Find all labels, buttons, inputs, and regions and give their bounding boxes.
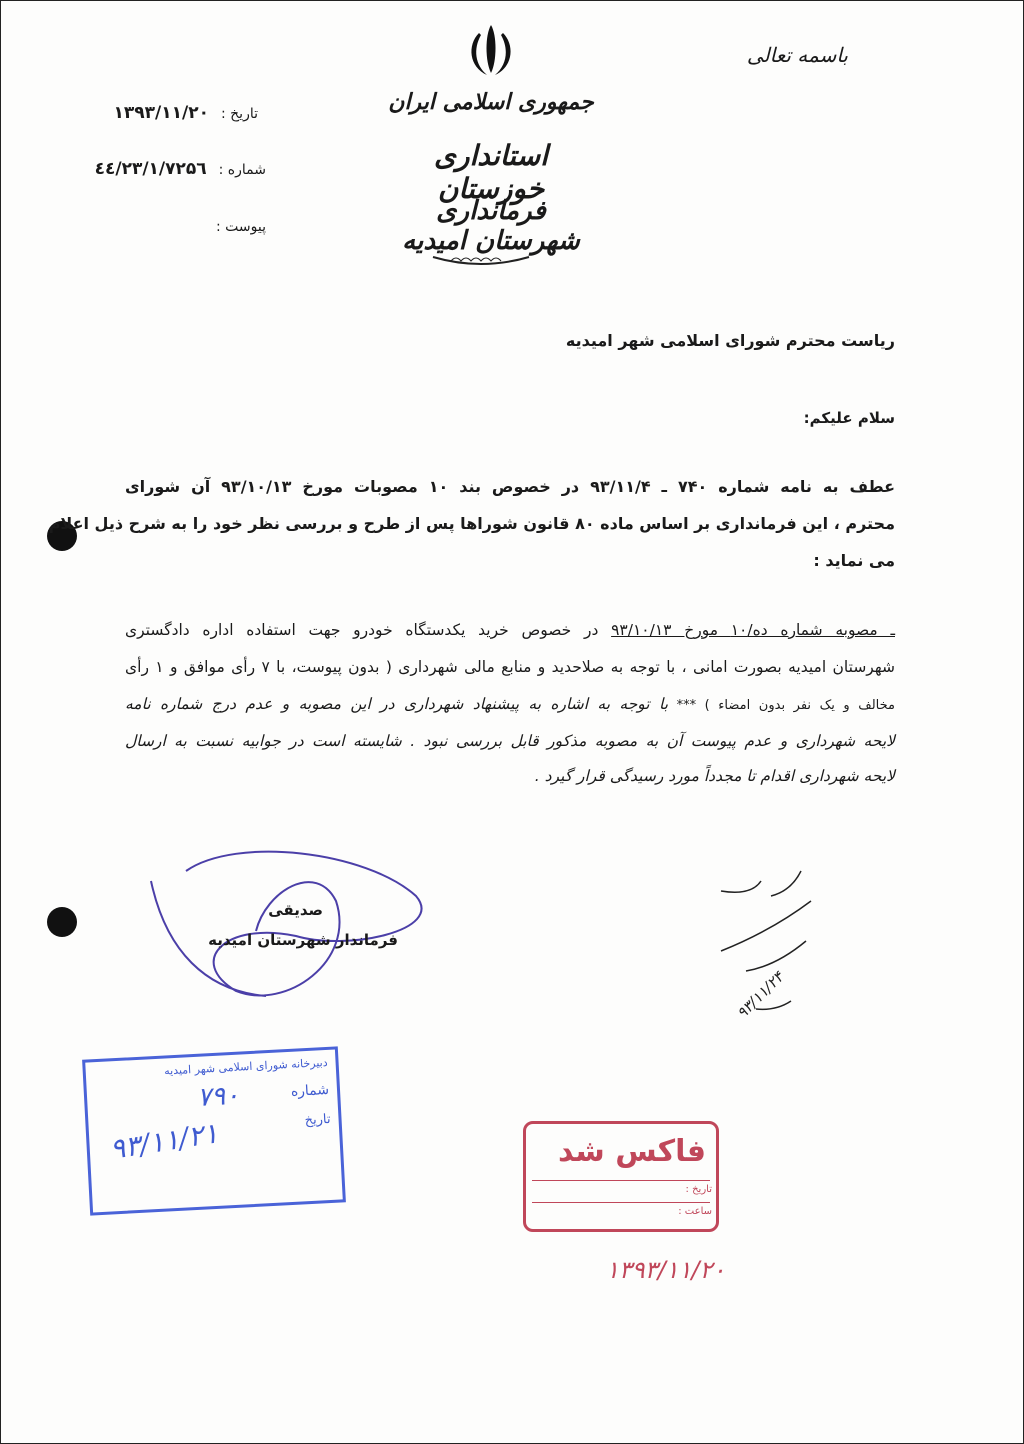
number-field [95, 159, 266, 179]
ornament-icon [431, 253, 531, 269]
stamp-title: دبیرخانه شورای اسلامی شهر امیدیه [163, 1055, 328, 1078]
item-line: لایحه شهرداری اقدام تا مجدداً مورد رسیدگی قرار گیرد . [534, 767, 895, 785]
stamp-date-label: تاریخ [304, 1111, 331, 1129]
attachment-label: پیوست : [216, 219, 266, 235]
item-line: شهرستان امیدیه بصورت امانی ، با توجه به صلاحدید و منابع مالی شهرداری ( بدون پیوست، با ۷ رأی موافق و ۱ رأی [125, 658, 895, 676]
secretariat-stamp [82, 1046, 346, 1215]
paragraph-line: می نماید : [813, 551, 895, 570]
item-text: در خصوص خرید یکدستگاه خودرو جهت استفاده اداره دادگستری [125, 621, 612, 639]
fax-written-date: ۱۳۹۳/۱۱/۲۰ [606, 1256, 726, 1284]
number-label: شماره : [218, 162, 266, 178]
basmala: باسمه تعالی [746, 43, 848, 67]
stamp-number-label: شماره [290, 1081, 330, 1100]
stamp-number-value: ۷۹۰ [196, 1080, 240, 1113]
greeting: سلام علیکم: [803, 409, 895, 427]
fax-time-label: ساعت : [678, 1206, 712, 1217]
item-text: مخالف و یک نفر بدون امضاء ) *** [668, 698, 895, 713]
paragraph-line: محترم ، این فرمانداری بر اساس ماده ۸۰ قانون شوراها پس از طرح و بررسی نظر خود را به شرح ذیل اعلام [48, 514, 895, 533]
org-line: جمهوری اسلامی ایران [388, 89, 594, 115]
org-line: استانداری خوزستان [434, 139, 548, 205]
handwritten-note [691, 861, 831, 1041]
date-value: ۱۳۹۳/۱۱/۲۰ [113, 103, 209, 123]
addressee: ریاست محترم شورای اسلامی شهر امیدیه [565, 331, 895, 350]
number-value: ٤٤/۲۳/۱/۷۲۵٦ [94, 159, 207, 179]
handwritten-date: ۹۳/۱۱/۲۴ [733, 967, 788, 1023]
item-line: لایحه شهرداری و عدم پیوست آن به مصوبه مذکور قابل بررسی نبود . شایسته است در جوابیه نسبت به ارسال [125, 732, 895, 750]
fax-stamp [523, 1121, 719, 1232]
signature-scribble [146, 841, 436, 1001]
date-field [114, 103, 258, 123]
item-reference: ـ مصوبه شماره ده/۱۰ مورخ ۹۳/۱۰/۱۳ [611, 621, 895, 639]
paragraph-line: عطف به نامه شماره ۷۴۰ ـ ۹۳/۱۱/۴ در خصوص بند ۱۰ مصوبات مورخ ۹۳/۱۰/۱۳ آن شورای [125, 477, 896, 496]
fax-date-label: تاریخ : [685, 1184, 712, 1195]
signer-name: صدیقی [268, 901, 323, 919]
fax-stamp-title: فاکس شد [557, 1134, 706, 1169]
date-label: تاریخ : [220, 106, 258, 122]
signer-title: فرماندار شهرستان امیدیه [208, 931, 398, 949]
stamp-date-value: ۹۳/۱۱/۲۱ [107, 1116, 221, 1166]
item-line [125, 695, 895, 713]
org-line: فرمانداری شهرستان امیدیه [402, 196, 580, 256]
item-text: با توجه به اشاره به پیشنهاد شهرداری در این مصوبه و عدم درج شماره نامه [125, 695, 669, 713]
item-line [125, 621, 895, 639]
emblem-icon [461, 21, 521, 81]
punch-hole [47, 907, 77, 937]
